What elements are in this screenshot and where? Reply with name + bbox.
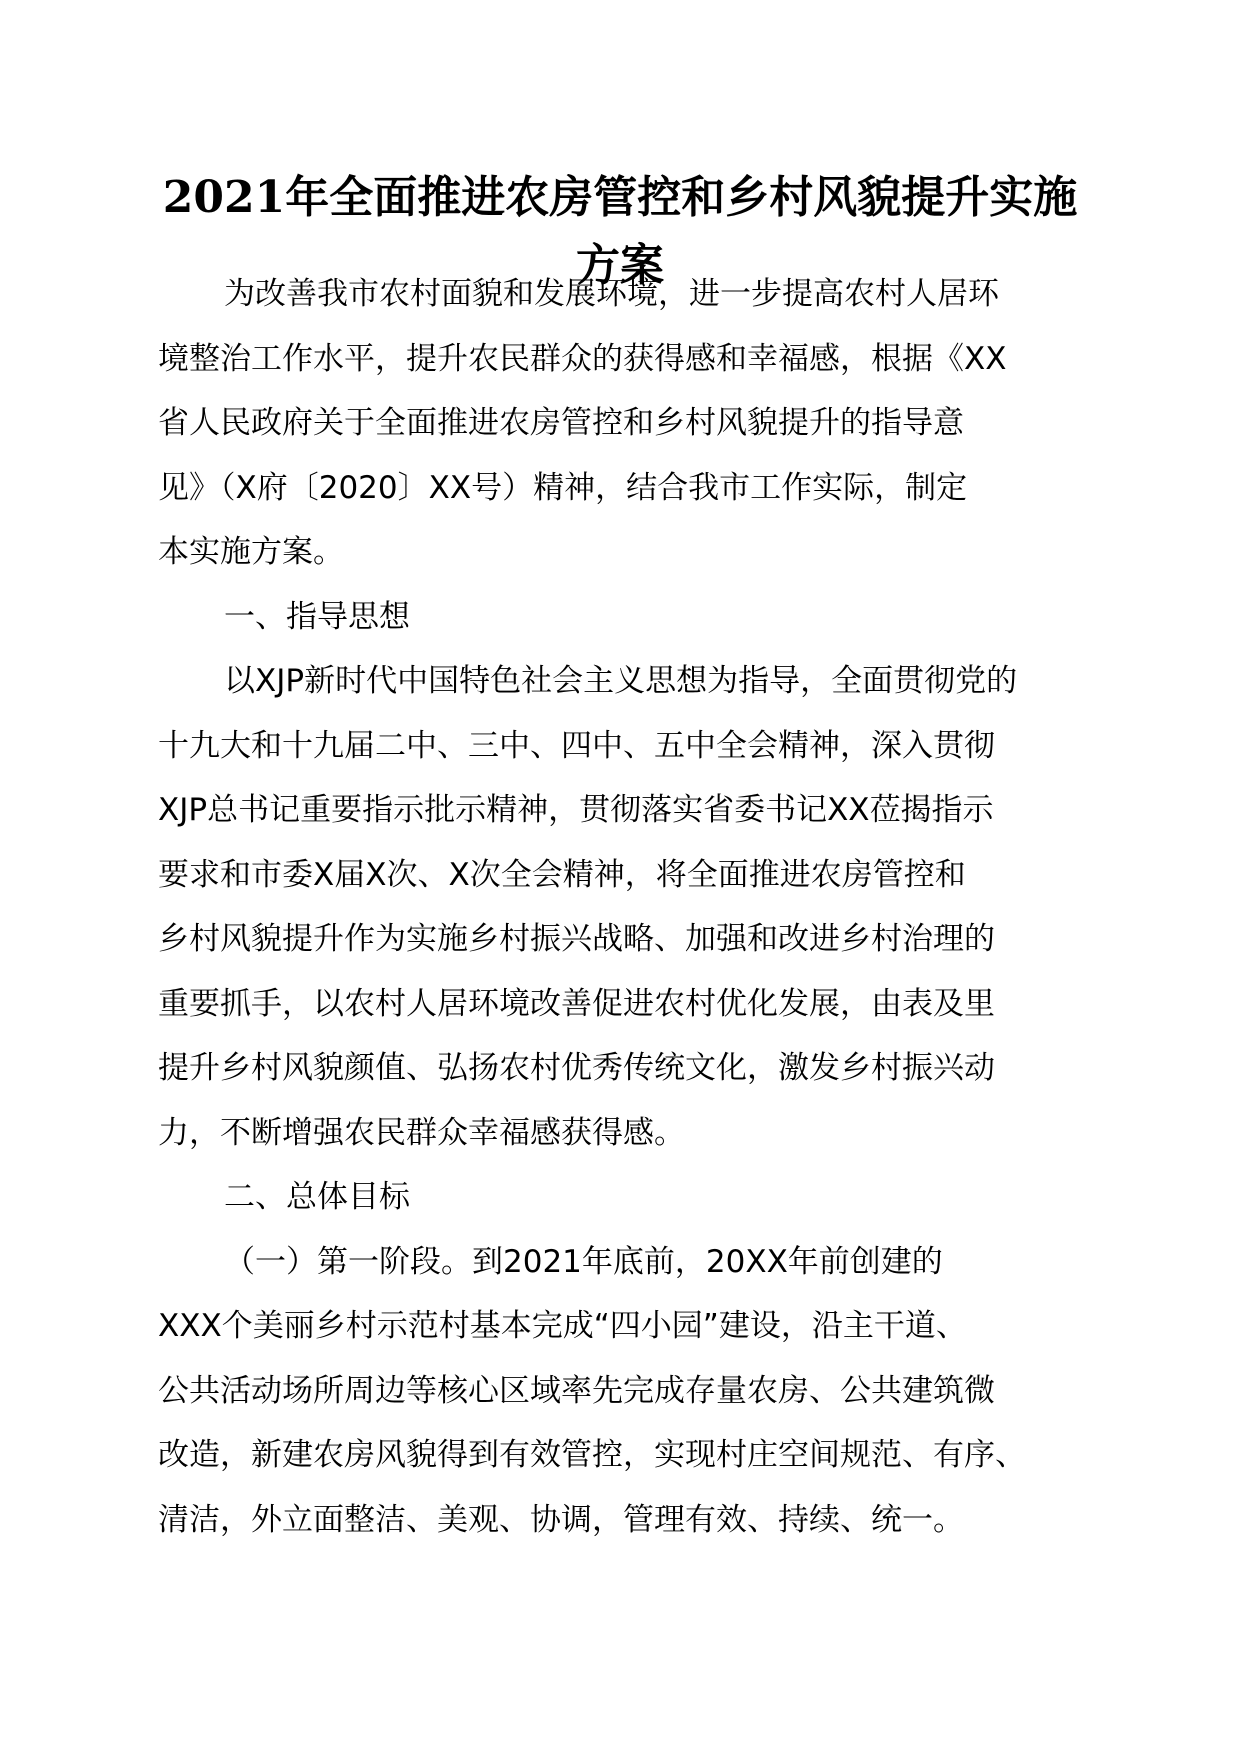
- body-line: （一）第一阶段。到2021年底前，20XX年前创建的: [224, 1243, 943, 1280]
- section-heading: 二、总体目标: [224, 1179, 410, 1215]
- body-line: 力，不断增强农民群众幸福感获得感。: [158, 1114, 685, 1151]
- body-line: 乡村风貌提升作为实施乡村振兴战略、加强和改进乡村治理的: [158, 921, 995, 957]
- body-line: 要求和市委X届X次、X次全会精神，将全面推进农房管控和: [158, 856, 966, 893]
- body-line: 本实施方案。: [158, 534, 344, 570]
- body-line: 十九大和十九届二中、三中、四中、五中全会精神，深入贯彻: [158, 727, 995, 764]
- body-line: 为改善我市农村面貌和发展环境，进一步提高农村人居环: [224, 276, 999, 312]
- body-line: 见》（X府〔2020〕XX号）精神，结合我市工作实际，制定: [158, 469, 968, 506]
- document-body: [158, 262, 1088, 1552]
- document-title-line-2: 方案: [576, 240, 664, 291]
- body-line: 公共活动场所周边等核心区域率先完成存量农房、公共建筑微: [158, 1372, 995, 1409]
- body-line: 清洁，外立面整洁、美观、协调，管理有效、持续、统一。: [158, 1501, 964, 1538]
- body-line: 以XJP新时代中国特色社会主义思想为指导，全面贯彻党的: [224, 663, 1018, 699]
- body-line: 境整治工作水平，提升农民群众的获得感和幸福感，根据《XX: [158, 340, 1007, 377]
- body-line: 改造，新建农房风貌得到有效管控，实现村庄空间规范、有序、: [158, 1437, 1026, 1473]
- section-heading: 一、指导思想: [224, 598, 410, 635]
- document-title-line-1: 2021年全面推进农房管控和乡村风貌提升实施: [162, 172, 1078, 223]
- body-line: 省人民政府关于全面推进农房管控和乡村风貌提升的指导意: [158, 405, 964, 441]
- body-line: 重要抓手，以农村人居环境改善促进农村优化发展，由表及里: [158, 985, 995, 1022]
- body-line: XJP总书记重要指示批示精神，贯彻落实省委书记XX莅揭指示: [158, 792, 994, 828]
- body-line: 提升乡村风貌颜值、弘扬农村优秀传统文化，激发乡村振兴动: [158, 1050, 995, 1086]
- body-line: XXX个美丽乡村示范村基本完成“四小园”建设，沿主干道、: [158, 1308, 967, 1344]
